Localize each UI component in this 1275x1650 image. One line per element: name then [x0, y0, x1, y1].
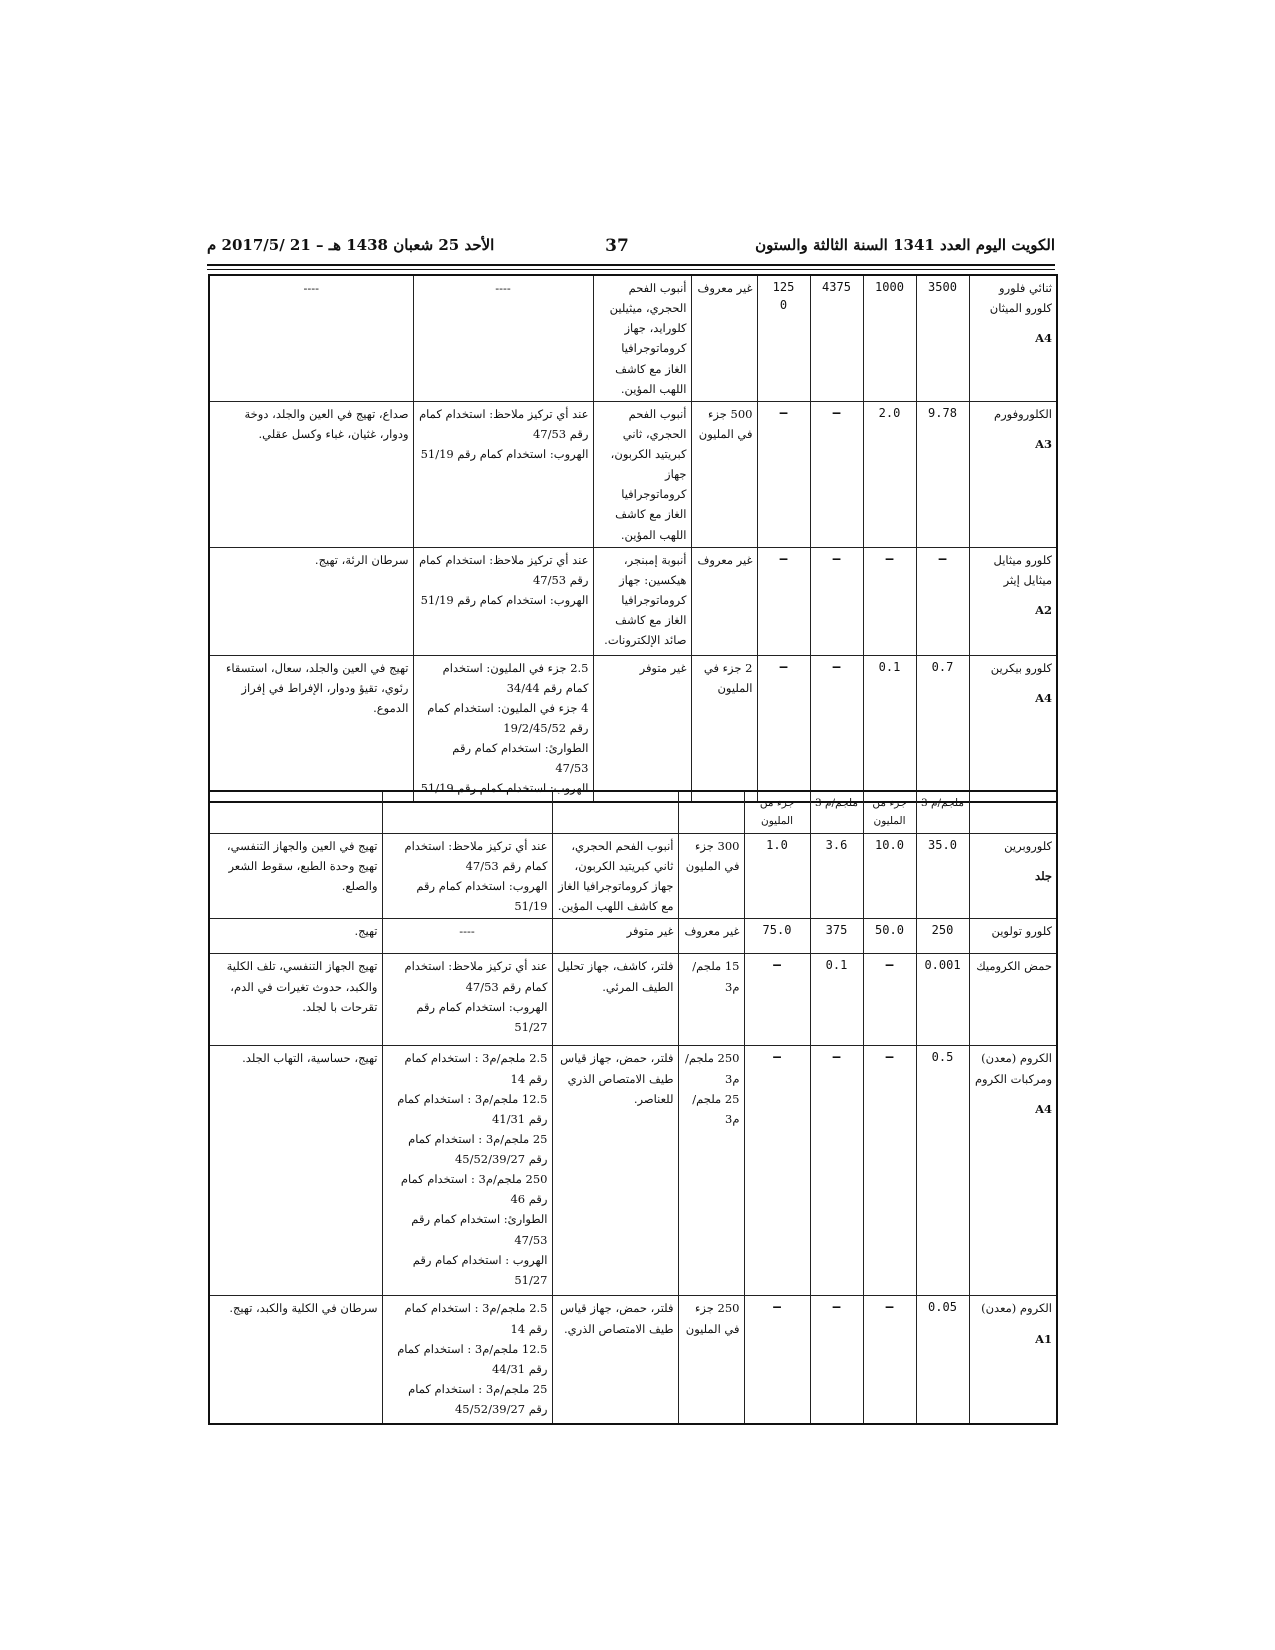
limit-value-c4: – [744, 1046, 810, 1296]
table-row [209, 1296, 1057, 1424]
health-effects-cell: صداع، تهيج في العين والجلد، دوخة ودوار، غثيان، غباء وكسل عقلي. [209, 401, 413, 547]
substance-name-cell [969, 1046, 1057, 1296]
header-c3: ملجم/م 3 [810, 791, 863, 833]
substance-name-cell [969, 547, 1057, 655]
substance-name: الكروم (معدن) ومركبات الكروم [974, 1051, 1052, 1086]
limit-value-c2: – [863, 547, 916, 655]
limit-value-c4: – [744, 1296, 810, 1424]
limit-value-c2: – [863, 1296, 916, 1424]
substance-class: A3 [1035, 436, 1052, 451]
header-effects-cell [209, 791, 382, 833]
table-row [209, 954, 1057, 1046]
header-name-cell [969, 791, 1057, 833]
limit-value-c4: 125 0 [757, 275, 810, 401]
limit-value-c4: – [757, 655, 810, 801]
respirator-cell: ---- [413, 275, 593, 401]
respirator-cell: عند أي تركيز ملاحظ: استخدام كمام رقم 47/53 الهروب: استخدام كمام رقم 51/19 [413, 401, 593, 547]
limit-value-c1: 9.78 [916, 401, 969, 547]
substance-class: A1 [1035, 1331, 1052, 1346]
idlh-cell: 250 ملجم/م3 25 ملجم/م3 [678, 1046, 744, 1296]
idlh-cell: 250 جزء في المليون [678, 1296, 744, 1424]
idlh-cell: غير معروف [678, 919, 744, 954]
limit-value-c2: 0.1 [863, 655, 916, 801]
limit-value-c2: 10.0 [863, 833, 916, 919]
sampling-method-cell: أنبوب الفحم الحجري، ميثيلين كلورايد، جهاز كروماتوجرافيا الغاز مع كاشف اللهب المؤين. [593, 275, 691, 401]
respirator-cell: عند أي تركيز ملاحظ: استخدام كمام رقم 47/53 الهروب: استخدام كمام رقم 51/27 [382, 954, 552, 1046]
table-row [209, 275, 1057, 401]
substance-name: كلوروبرين [1004, 838, 1052, 853]
substance-name-cell [969, 655, 1057, 801]
sampling-method-cell: فلتر، حمض، جهاز قياس طيف الامتصاص الذري للعناصر. [552, 1046, 678, 1296]
header-c1: ملجم/م 3 [916, 791, 969, 833]
publication-title: الكويت اليوم العدد 1341 السنة الثالثة والستون [755, 236, 1055, 254]
health-effects-cell: سرطان في الكلية والكبد، تهيج. [209, 1296, 382, 1424]
limit-value-c1: 0.05 [916, 1296, 969, 1424]
sampling-method-cell: غير متوفر [593, 655, 691, 801]
header-rule-thin [207, 269, 1055, 270]
respirator-cell: 2.5 ملجم/م3 : استخدام كمام رقم 14 12.5 ملجم/م3 : استخدام كمام رقم 44/31 25 ملجم/م3 : استخدام كمام رقم 45/52/39/27 [382, 1296, 552, 1424]
substance-name: الكروم (معدن) [981, 1301, 1052, 1316]
substance-name-cell [969, 401, 1057, 547]
idlh-cell: غير معروف [691, 547, 757, 655]
respirator-cell: ---- [382, 919, 552, 954]
health-effects-cell: تهيج، حساسية، التهاب الجلد. [209, 1046, 382, 1296]
limit-value-c3: – [810, 401, 863, 547]
table-row [209, 655, 1057, 801]
limit-value-c4: – [744, 954, 810, 1046]
sampling-method-cell: فلتر، حمض، جهاز قياس طيف الامتصاص الذري. [552, 1296, 678, 1424]
limit-value-c3: – [810, 547, 863, 655]
limit-value-c3: – [810, 655, 863, 801]
substance-name: كلورو تولوين [991, 924, 1052, 939]
header-ppe-cell [382, 791, 552, 833]
page-number: 37 [605, 236, 629, 256]
header-c2: جزء من المليون [863, 791, 916, 833]
substance-class: A4 [1035, 331, 1052, 346]
limit-value-c1: 0.7 [916, 655, 969, 801]
substance-class: A4 [1035, 1101, 1052, 1116]
limit-value-c3: 3.6 [810, 833, 863, 919]
idlh-cell: 15 ملجم/م3 [678, 954, 744, 1046]
header-idlh-cell [678, 791, 744, 833]
substance-name-cell [969, 275, 1057, 401]
health-effects-cell: ---- [209, 275, 413, 401]
respirator-cell: 2.5 جزء في المليون: استخدام كمام رقم 34/44 4 جزء في المليون: استخدام كمام رقم 19/2/45/52 الطوارئ: استخدام كمام رقم 47/53 الهروب: استخدام كمام رقم 51/19 [413, 655, 593, 801]
table-row [209, 919, 1057, 954]
health-effects-cell: تهيج الجهاز التنفسي، تلف الكلية والكبد، حدوث تغيرات في الدم، تقرحات با لجلد. [209, 954, 382, 1046]
header-method-cell [552, 791, 678, 833]
idlh-cell: 2 جزء في المليون [691, 655, 757, 801]
sampling-method-cell: فلتر، كاشف، جهاز تحليل الطيف المرئي. [552, 954, 678, 1046]
idlh-cell: غير معروف [691, 275, 757, 401]
substance-name-cell [969, 833, 1057, 919]
substance-class: جلد [1035, 868, 1052, 883]
limit-value-c3: 0.1 [810, 954, 863, 1046]
limit-value-c2: 50.0 [863, 919, 916, 954]
sampling-method-cell: غير متوفر [552, 919, 678, 954]
sampling-method-cell: أنبوبة إمبنجر، هيكسين: جهاز كروماتوجرافيا الغاز مع كاشف صائد الإلكترونات. [593, 547, 691, 655]
issue-date: الأحد 25 شعبان 1438 هـ – 21 /2017/5 م [207, 236, 495, 254]
table-row [209, 1046, 1057, 1296]
limit-value-c1: 250 [916, 919, 969, 954]
limit-value-c3: 375 [810, 919, 863, 954]
limit-value-c1: 0.001 [916, 954, 969, 1046]
table-row [209, 833, 1057, 919]
substance-name: كلورو بيكرين [990, 660, 1052, 675]
table-row [209, 547, 1057, 655]
health-effects-cell: تهيج في العين والجلد، سعال، استسقاء رئوي، تقيؤ ودوار، الإفراط في إفراز الدموع. [209, 655, 413, 801]
limit-value-c2: 1000 [863, 275, 916, 401]
substance-name-cell [969, 919, 1057, 954]
health-effects-cell: تهيج. [209, 919, 382, 954]
idlh-cell: 300 جزء في المليون [678, 833, 744, 919]
substance-name: ثنائي فلورو كلورو الميثان [989, 281, 1052, 316]
health-effects-cell: سرطان الرئة، تهيج. [209, 547, 413, 655]
substance-name: الكلوروفورم [993, 406, 1052, 421]
table-header-row [209, 791, 1057, 833]
health-effects-cell: تهيج في العين والجهاز التنفسي، تهيج وحدة الطبع، سقوط الشعر والصلع. [209, 833, 382, 919]
respirator-cell: 2.5 ملجم/م3 : استخدام كمام رقم 14 12.5 ملجم/م3 : استخدام كمام رقم 41/31 25 ملجم/م3 : استخدام كمام رقم 45/52/39/27 250 ملجم/م3 : استخدام كمام رقم 46 الطوارئ: استخدام كمام رقم 47/53 الهروب : استخدام كمام رقم 51/27 [382, 1046, 552, 1296]
header-rule [207, 264, 1055, 266]
limit-value-c2: 2.0 [863, 401, 916, 547]
respirator-cell: عند أي تركيز ملاحظ: استخدام كمام رقم 47/53 الهروب: استخدام كمام رقم 51/19 [413, 547, 593, 655]
substances-table-2 [208, 790, 1058, 1425]
substance-name-cell [969, 954, 1057, 1046]
limit-value-c1: – [916, 547, 969, 655]
limit-value-c4: – [757, 547, 810, 655]
limit-value-c1: 35.0 [916, 833, 969, 919]
respirator-cell: عند أي تركيز ملاحظ: استخدام كمام رقم 47/53 الهروب: استخدام كمام رقم 51/19 [382, 833, 552, 919]
substance-class: A4 [1035, 690, 1052, 705]
limit-value-c3: 4375 [810, 275, 863, 401]
header-c4: جزء من المليون [744, 791, 810, 833]
limit-value-c1: 3500 [916, 275, 969, 401]
limit-value-c3: – [810, 1296, 863, 1424]
limit-value-c4: – [757, 401, 810, 547]
limit-value-c1: 0.5 [916, 1046, 969, 1296]
sampling-method-cell: أنبوب الفحم الحجري، ثاني كبريتيد الكربون، جهاز كروماتوجرافيا الغاز مع كاشف اللهب المؤين. [552, 833, 678, 919]
substance-name: حمض الكروميك [976, 959, 1052, 974]
sampling-method-cell: أنبوب الفحم الحجري، ثاني كبريتيد الكربون، جهاز كروماتوجرافيا الغاز مع كاشف اللهب المؤين. [593, 401, 691, 547]
substance-name: كلورو ميثايل ميثايل إيثر [993, 552, 1052, 587]
limit-value-c4: 75.0 [744, 919, 810, 954]
idlh-cell: 500 جزء في المليون [691, 401, 757, 547]
substance-name-cell [969, 1296, 1057, 1424]
limit-value-c2: – [863, 1046, 916, 1296]
limit-value-c4: 1.0 [744, 833, 810, 919]
substance-class: A2 [1035, 602, 1052, 617]
limit-value-c2: – [863, 954, 916, 1046]
table-row [209, 401, 1057, 547]
substances-table-1 [208, 274, 1058, 803]
limit-value-c3: – [810, 1046, 863, 1296]
